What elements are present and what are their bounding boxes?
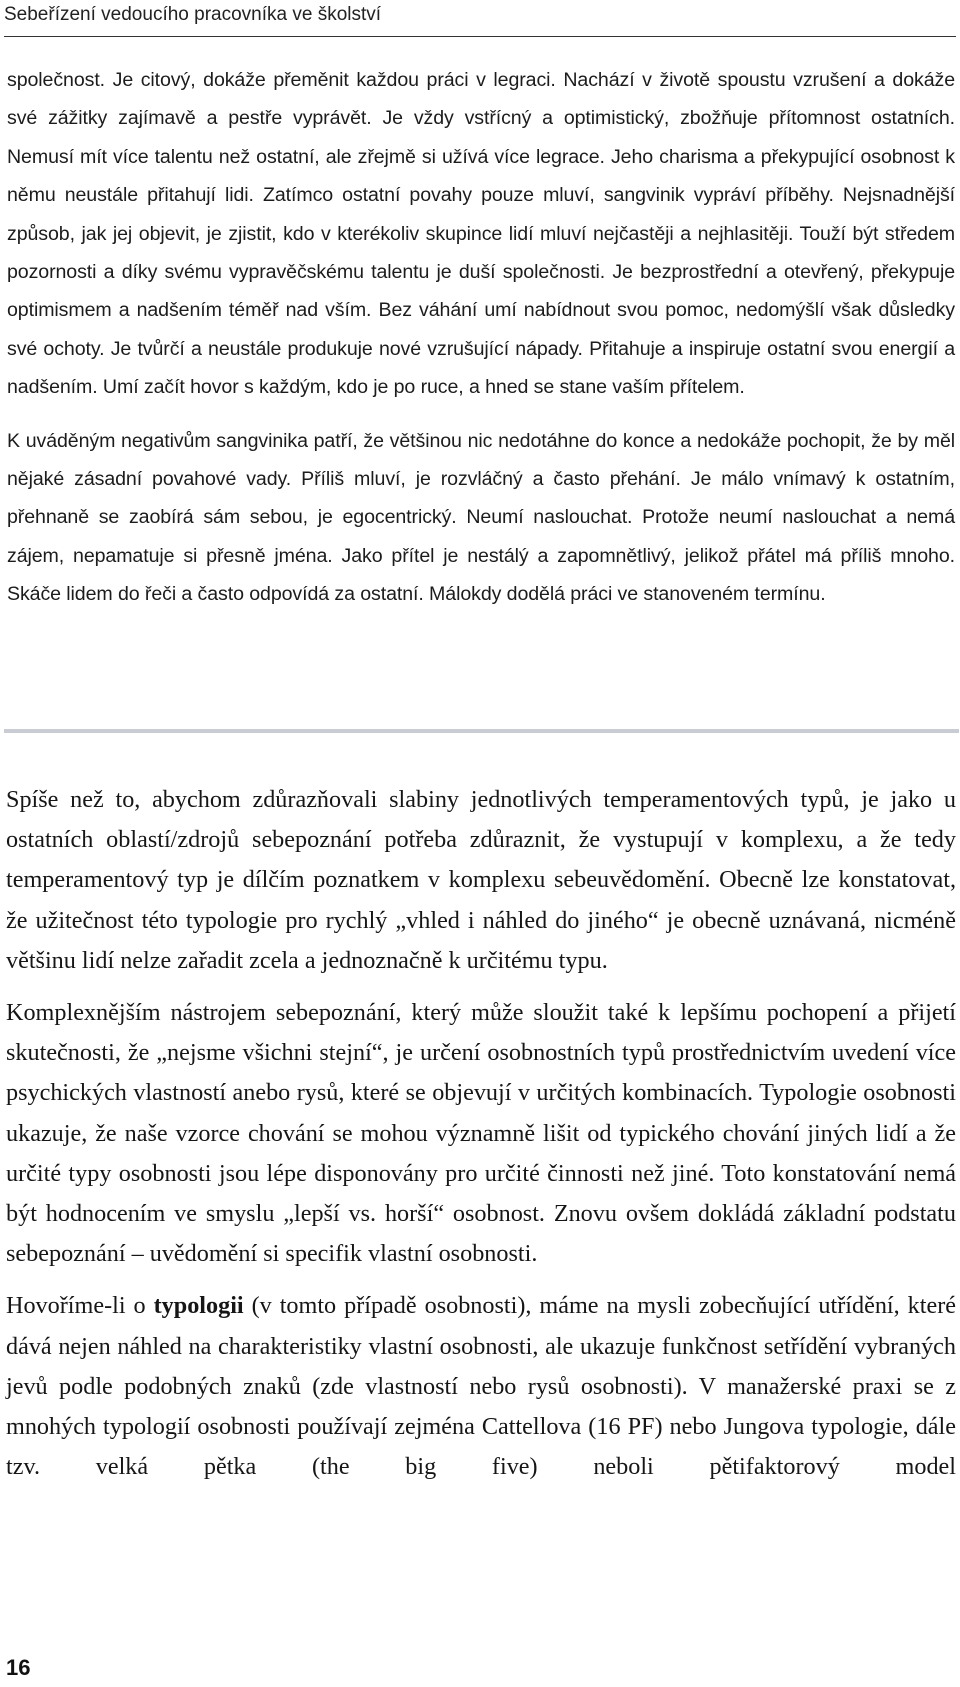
personality-types-paragraph: Komplexnějším nástrojem sebepoznání, který může sloužit také k lepšímu pochopení a přijetí skutečnosti, že „nejsme všichni stejní“, je určení osobnostních typů prostřednictvím uvedení více psychických vlastností anebo rysů, které se objevují v určitých kombinacích. Typologie osobnosti ukazuje, že naše vzorce chování se mohou významně lišit od typického chování jiných lidí a že určité typy osobnosti jsou lépe disponovány pro určité činnosti než jiné. Toto konstatování nemá být hodnocením ve smyslu „lepší vs. horší“ osobnost. Znovu ovšem dokládá základní podstatu sebepoznání – uvědomění si specifik vlastní osobnosti. xyxy=(6,999,956,1268)
typology-text-before: Hovoříme-li o xyxy=(6,1292,154,1320)
typology-text-after: (v tomto případě osobnosti), máme na mysli zobecňující utřídění, které dává nejen náhled na charakteristiky vlastní osobnosti, ale ukazuje funkčnost setřídění vybraných jevů podle podobných znaků (zde vlastností nebo rysů osobnosti). V manažerské praxi se z mnohých typologií osobnosti používají zejména Cattellova (16 PF) nebo Jungova typologie, dále tzv. velká pětka (the big five) neboli pětifaktorový model xyxy=(6,1292,956,1481)
sanguine-traits-paragraph: společnost. Je citový, dokáže přeměnit každou práci v legraci. Nachází v životě spoustu vzrušení a dokáže své zážitky zajímavě a pestře vyprávět. Je vždy vstřícný a optimistický, zbožňuje přítomnost ostatních. Nemusí mít více talentu než ostatní, ale zřejmě si užívá více legrace. Jeho charisma a překypující osobnost k němu neustále přitahují lidi. Zatímco ostatní povahy pouze mluví, sangvinik vypráví příběhy. Nejsnadnější způsob, jak jej objevit, je zjistit, kdo v kterékoliv skupince lidí mluví nejčastěji a nejhlasitěji. Touží být středem pozornosti a díky svému vypravěčskému talentu je duší společnosti. Je bezprostřední a otevřený, překypuje optimismem a nadšením téměř nad vším. Bez váhání umí nabídnout svou pomoc, nedomýšlí však důsledky své ochoty. Je tvůrčí a neustále produkuje nové vzrušující nápady. Přitahuje a inspiruje ostatní svou energií a nadšením. Umí začít hovor s každým, kdo je po ruce, a hned se stane vaším přítelem. xyxy=(7,69,955,399)
temperament-summary-paragraph: Spíše než to, abychom zdůrazňovali slabiny jednotlivých temperamentových typů, je jako u ostatních oblastí/zdrojů sebepoznání potřeba zdůraznit, že vystupují v komplexu, a že tedy temperamentový typ je dílčím poznatkem v komplexu sebeuvědomění. Obecně lze konstatovat, že užitečnost této typologie pro rychlý „vhled i náhled do jiného“ je obecně uznávaná, nicméně většinu lidí nelze zařadit zcela a jednoznačně k určitému typu. xyxy=(6,786,956,974)
sanguine-negatives-paragraph: K uváděným negativům sangvinika patří, že většinou nic nedotáhne do konce a nedokáže pochopit, že by měl nějaké zásadní povahové vady. Příliš mluví, je rozvláčný a často přehání. Je málo vnímavý k ostatním, přehnaně se zaobírá sám sebou, je egocentrický. Neumí naslouchat. Protože neumí naslouchat a nemá zájem, nepamatuje si přesně jména. Jako přítel je nestálý a zapomnětlivý, jelikož přátel má příliš mnoho. Skáče lidem do řeči a často odpovídá za ostatní. Málokdy dodělá práci ve stanoveném termínu. xyxy=(7,429,955,606)
main-body-text xyxy=(6,780,956,1487)
page-number: 16 xyxy=(6,1655,31,1680)
typology-bold-term: typologii xyxy=(153,1292,244,1320)
running-header-title: Sebeřízení vedoucího pracovníka ve školství xyxy=(4,4,382,25)
running-header xyxy=(4,0,956,37)
section-divider xyxy=(4,729,959,733)
sanguine-description-section xyxy=(7,61,955,614)
typology-definition-paragraph xyxy=(6,1286,956,1487)
